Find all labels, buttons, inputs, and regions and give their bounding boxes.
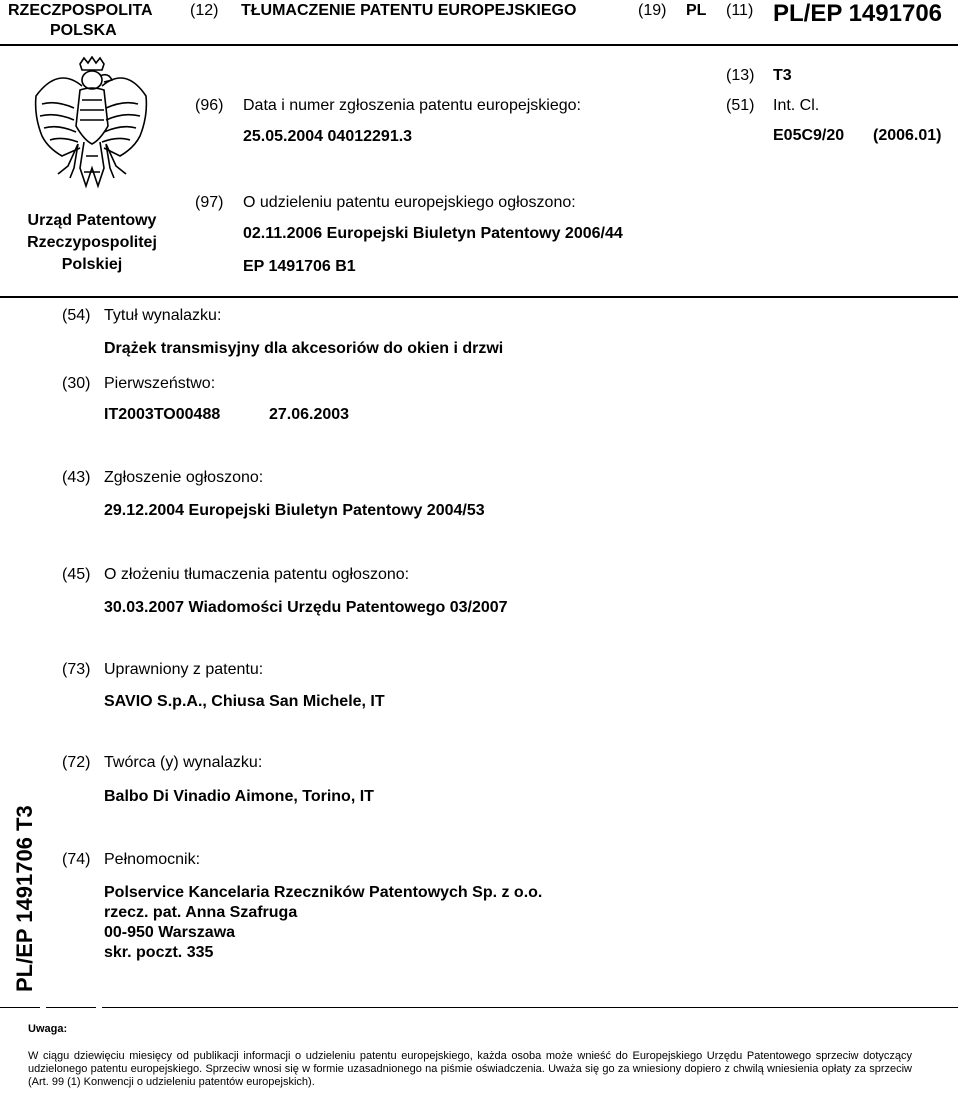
inid-code-30: (30) <box>62 375 91 392</box>
translation-published-value: 30.03.2007 Wiadomości Urzędu Patentowego 03/2007 <box>104 599 508 616</box>
application-published-label: Zgłoszenie ogłoszono: <box>104 469 264 486</box>
side-publication-label: PL/EP 1491706 T3 <box>12 805 37 992</box>
grant-label: O udzieleniu patentu europejskiego ogłoszono: <box>243 194 576 211</box>
inid-code-72: (72) <box>62 754 91 771</box>
filing-value: 25.05.2004 04012291.3 <box>243 128 413 145</box>
inid-code-13: (13) <box>726 67 755 84</box>
int-cl-version: (2006.01) <box>873 127 942 144</box>
application-published-value: 29.12.2004 Europejski Biuletyn Patentowy 2004/53 <box>104 502 485 519</box>
title-label: Tytuł wynalazku: <box>104 307 222 324</box>
inid-code-11: (11) <box>726 2 754 19</box>
footer-divider-left <box>0 1007 40 1008</box>
proprietor-label: Uprawniony z patentu: <box>104 661 264 678</box>
document-title: TŁUMACZENIE PATENTU EUROPEJSKIEGO <box>241 2 577 19</box>
kind-code: T3 <box>773 67 792 84</box>
int-cl-value: E05C9/20 <box>773 127 845 144</box>
ep-number: EP 1491706 B1 <box>243 258 356 275</box>
office-name-line3: Polskiej <box>61 256 123 273</box>
int-cl-label: Int. Cl. <box>773 97 820 114</box>
note-text: W ciągu dziewięciu miesięcy od publikacji informacji o udzieleniu patentu europejskiego, każda osoba może wnieść do Europejskiego Urzędu Patentowego sprzeciw dotyczący udzielonego patentu europejskiego. Sprzeciw wnosi się w formie uzasadnionego na piśmie oświadczenia. Uważa się go za wniesiony dopiero z chwilą wniesienia opłaty za sprzeciw (Art. 99 (1) Konwencji o udzieleniu patentów europejskich). <box>28 1050 912 1088</box>
patent-office-name <box>2 210 182 276</box>
grant-value: 02.11.2006 Europejski Biuletyn Patentowy 2006/44 <box>243 225 623 242</box>
filing-label: Data i numer zgłoszenia patentu europejskiego: <box>243 97 581 114</box>
representative-line4: skr. poczt. 335 <box>104 944 214 961</box>
representative-label: Pełnomocnik: <box>104 851 201 868</box>
inid-code-51: (51) <box>726 97 755 114</box>
country-code: PL <box>686 2 707 19</box>
header-divider <box>0 44 958 46</box>
inid-code-73: (73) <box>62 661 91 678</box>
proprietor-value: SAVIO S.p.A., Chiusa San Michele, IT <box>104 693 385 710</box>
representative-line1: Polservice Kancelaria Rzeczników Patentowych Sp. z o.o. <box>104 884 543 901</box>
country-name-line1: RZECZPOSPOLITA <box>8 2 153 19</box>
inid-code-12: (12) <box>190 2 219 19</box>
representative-line3: 00-950 Warszawa <box>104 924 236 941</box>
priority-label: Pierwszeństwo: <box>104 375 216 392</box>
office-name-line1: Urząd Patentowy <box>27 212 157 229</box>
publication-number: PL/EP 1491706 <box>773 0 943 27</box>
inid-code-54: (54) <box>62 307 91 324</box>
inid-code-43: (43) <box>62 469 91 486</box>
inid-code-74: (74) <box>62 851 91 868</box>
footer-divider-mid <box>46 1007 96 1008</box>
section-divider <box>0 296 958 298</box>
inid-code-19: (19) <box>638 2 667 19</box>
footer-divider-right <box>102 1007 958 1008</box>
polish-eagle-emblem-icon <box>28 56 152 192</box>
translation-published-label: O złożeniu tłumaczenia patentu ogłoszono: <box>104 566 410 583</box>
representative-line2: rzecz. pat. Anna Szafruga <box>104 904 298 921</box>
priority-date: 27.06.2003 <box>269 406 350 423</box>
country-name-line2: POLSKA <box>50 22 117 39</box>
inventor-value: Balbo Di Vinadio Aimone, Torino, IT <box>104 788 374 805</box>
inid-code-97: (97) <box>195 194 224 211</box>
inid-code-45: (45) <box>62 566 91 583</box>
inventor-label: Twórca (y) wynalazku: <box>104 754 263 771</box>
note-title: Uwaga: <box>28 1023 68 1035</box>
invention-title: Drążek transmisyjny dla akcesoriów do okien i drzwi <box>104 340 504 357</box>
inid-code-96: (96) <box>195 97 224 114</box>
priority-number: IT2003TO00488 <box>104 406 221 423</box>
office-name-line2: Rzeczypospolitej <box>27 234 157 251</box>
